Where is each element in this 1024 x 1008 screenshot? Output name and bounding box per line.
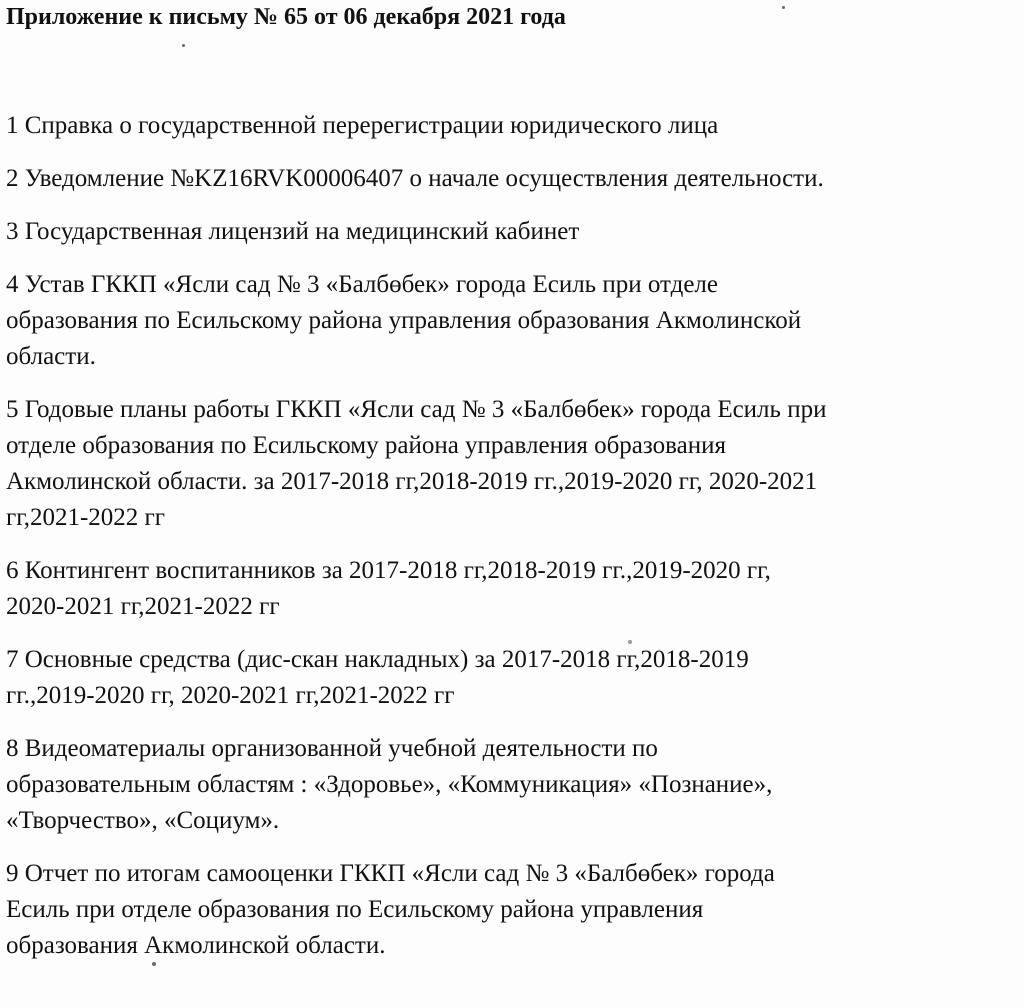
list-item-line: 7 Основные средства (дис-скан накладных) за 2017-2018 гг,2018-2019 [6,646,749,673]
attachment-list [6,108,1011,981]
list-item-line: Есиль при отделе образования по Есильскому района управления [6,896,704,923]
scan-speck [182,44,185,47]
list-item [6,731,1011,839]
list-item [6,267,1011,375]
list-item-line: гг.,2019-2020 гг, 2020-2021 гг,2021-2022 гг [6,682,455,709]
list-item-line: отделе образования по Есильскому района управления образования [6,432,726,459]
document-title: Приложение к письму № 65 от 06 декабря 2021 года [6,4,566,30]
list-item-line: образовательным областям : «Здоровье», «Коммуникация» «Познание», [6,771,773,798]
list-item [6,642,1011,714]
list-item-line: 6 Контингент воспитанников за 2017-2018 гг,2018-2019 гг.,2019-2020 гг, [6,557,771,584]
list-item-line: 5 Годовые планы работы ГККП «Ясли сад № 3 «Балбөбек» города Есиль при [6,396,827,423]
list-item-line: 2020-2021 гг,2021-2022 гг [6,593,280,620]
list-item-line: Акмолинской области. за 2017-2018 гг,2018-2019 гг.,2019-2020 гг, 2020-2021 [6,468,818,495]
list-item [6,108,1011,144]
list-item-line: области. [6,343,96,370]
scan-speck [152,962,156,966]
list-item-line: гг,2021-2022 гг [6,504,166,531]
list-item [6,392,1011,536]
list-item-line: 9 Отчет по итогам самооценки ГККП «Ясли сад № 3 «Балбөбек» города [6,860,775,887]
list-item-line: 8 Видеоматериалы организованной учебной деятельности по [6,735,658,762]
scan-speck [782,6,785,9]
list-item [6,161,1011,197]
list-item-line: образования Акмолинской области. [6,932,386,959]
list-item-line: 4 Устав ГККП «Ясли сад № 3 «Балбөбек» города Есиль при отделе [6,271,718,298]
list-item [6,856,1011,964]
list-item-line: образования по Есильскому района управления образования Акмолинской [6,307,802,334]
list-item-line: «Творчество», «Социум». [6,807,280,834]
list-item [6,214,1011,250]
list-item-line: 1 Справка о государственной перерегистрации юридического лица [6,112,719,139]
list-item-line: 3 Государственная лицензий на медицинский кабинет [6,218,580,245]
scan-speck [628,640,632,644]
list-item-line: 2 Уведомление №KZ16RVK00006407 о начале осуществления деятельности. [6,165,824,192]
list-item [6,553,1011,625]
